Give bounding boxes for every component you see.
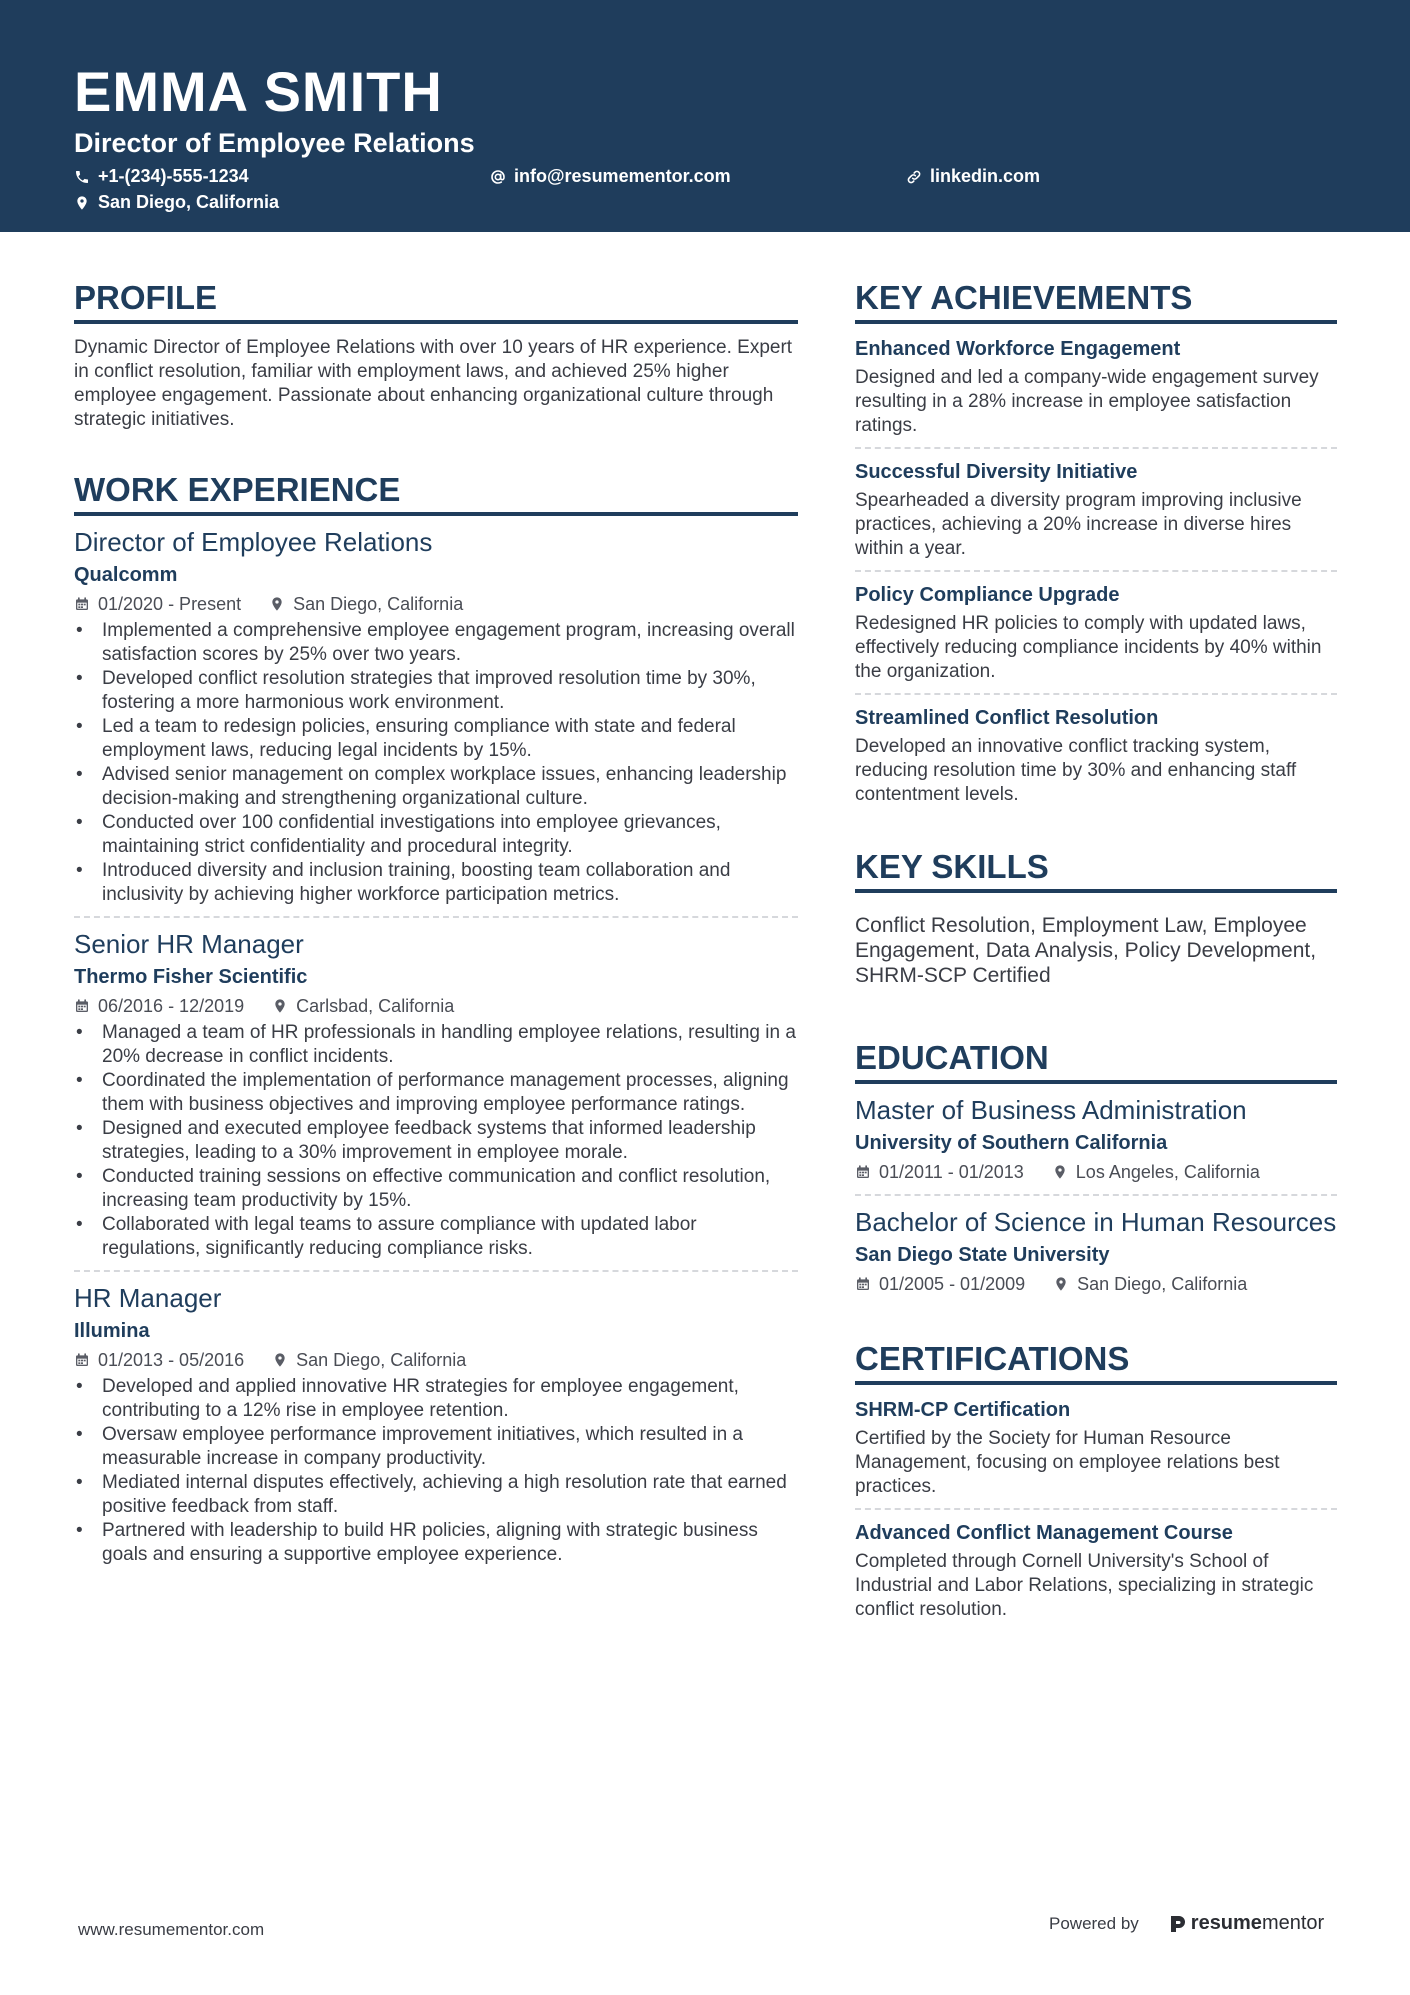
- achievement-text: Designed and led a company-wide engagement survey resulting in a 28% increase in employee satisfaction ratings.: [855, 367, 1319, 436]
- powered-by-text: Powered by: [1049, 1913, 1139, 1933]
- certification-text: Certified by the Society for Human Resource Management, focusing on employee relations best practices.: [855, 1428, 1280, 1497]
- job-dates-text: 06/2016 - 12/2019: [98, 996, 245, 1016]
- job-bullets: [74, 619, 798, 907]
- calendar-icon: [74, 596, 90, 612]
- education-location: [1052, 1159, 1260, 1185]
- job-bullet: • Collaborated with legal teams to assure compliance with updated labor regulations, significantly reducing compliance risks.: [74, 1213, 798, 1261]
- job-location-text: San Diego, California: [296, 1350, 467, 1370]
- job-location-text: San Diego, California: [293, 594, 464, 614]
- education-location-text: San Diego, California: [1077, 1274, 1248, 1294]
- achievement-text: Redesigned HR policies to comply with updated laws, effectively reducing compliance incidents by 40% within the organization.: [855, 613, 1322, 682]
- education-dates-text: 01/2005 - 01/2009: [879, 1274, 1026, 1294]
- education-dates: [855, 1271, 1025, 1297]
- job-dates: [74, 993, 244, 1019]
- contact-location: [74, 192, 279, 213]
- profile-section: [74, 278, 798, 432]
- job-bullet: • Developed conflict resolution strategies that improved resolution time by 30%, fostering a more harmonious work environment.: [74, 667, 798, 715]
- contact-email[interactable]: [490, 166, 731, 187]
- footer-branding: [1049, 1912, 1324, 1935]
- left-column: [74, 278, 798, 1605]
- phone-icon: [74, 169, 90, 185]
- education-meta: [855, 1271, 1337, 1297]
- key-skills-heading: KEY SKILLS: [855, 847, 1337, 893]
- certification-title: Advanced Conflict Management Course: [855, 1522, 1233, 1544]
- education-location: [1053, 1271, 1247, 1297]
- job-entry: [74, 1282, 798, 1567]
- footer-website[interactable]: www.resumementor.com: [78, 1920, 265, 1939]
- job-location: [272, 1347, 466, 1373]
- achievement-divider: [855, 570, 1337, 572]
- job-meta: [74, 591, 798, 617]
- achievement-item: [855, 582, 1337, 684]
- achievement-item: [855, 705, 1337, 807]
- brand-name-bold: resume: [1190, 1912, 1262, 1934]
- education-divider: [855, 1194, 1337, 1196]
- education-section: [855, 1038, 1337, 1297]
- education-dates: [855, 1159, 1024, 1185]
- skills-text: Conflict Resolution, Employment Law, Employee Engagement, Data Analysis, Policy Development, SHRM-SCP Certified: [855, 914, 1317, 987]
- education-school: University of Southern California: [855, 1132, 1168, 1154]
- education-dates-text: 01/2011 - 01/2013: [879, 1162, 1024, 1182]
- job-bullet: • Led a team to redesign policies, ensuring compliance with state and federal employment laws, reducing legal incidents by 15%.: [74, 715, 798, 763]
- job-meta: [74, 993, 798, 1019]
- email-text: info@resumementor.com: [514, 166, 731, 186]
- job-dates: [74, 1347, 244, 1373]
- job-bullet: • Mediated internal disputes effectively, achieving a high resolution rate that earned positive feedback from staff.: [74, 1471, 798, 1519]
- achievement-title: Streamlined Conflict Resolution: [855, 707, 1159, 729]
- job-entry: [74, 526, 798, 907]
- key-achievements-heading: KEY ACHIEVEMENTS: [855, 278, 1337, 324]
- job-divider: [74, 1270, 798, 1272]
- certifications-heading: CERTIFICATIONS: [855, 1339, 1337, 1385]
- certifications-section: [855, 1339, 1337, 1622]
- calendar-icon: [855, 1276, 871, 1292]
- job-meta: [74, 1347, 798, 1373]
- job-bullet: • Oversaw employee performance improvement initiatives, which resulted in a measurable increase in company productivity.: [74, 1423, 798, 1471]
- education-heading: EDUCATION: [855, 1038, 1337, 1084]
- contact-info: [74, 166, 1410, 220]
- achievement-title: Successful Diversity Initiative: [855, 461, 1138, 483]
- certification-title: SHRM-CP Certification: [855, 1399, 1071, 1421]
- location-text: San Diego, California: [98, 192, 280, 212]
- achievement-divider: [855, 447, 1337, 449]
- resumementor-logo-icon: [1169, 1914, 1187, 1934]
- at-icon: [490, 169, 506, 185]
- job-company: Thermo Fisher Scientific: [74, 966, 308, 988]
- achievement-text: Spearheaded a diversity program improving inclusive practices, achieving a 20% increase in diverse hires within a year.: [855, 490, 1302, 559]
- brand-name-light: mentor: [1261, 1912, 1325, 1934]
- job-bullet: • Managed a team of HR professionals in handling employee relations, resulting in a 20% decrease in conflict incidents.: [74, 1021, 798, 1069]
- linkedin-text: linkedin.com: [930, 166, 1041, 186]
- achievement-title: Enhanced Workforce Engagement: [855, 338, 1181, 360]
- education-school: San Diego State University: [855, 1244, 1110, 1266]
- job-bullet: • Conducted training sessions on effective communication and conflict resolution, increasing team productivity by 15%.: [74, 1165, 798, 1213]
- certification-text: Completed through Cornell University's School of Industrial and Labor Relations, specializing in strategic conflict resolution.: [855, 1551, 1314, 1620]
- job-company: Illumina: [74, 1320, 150, 1342]
- job-company: Qualcomm: [74, 564, 178, 586]
- resume-header: [0, 0, 1410, 232]
- job-bullet: • Designed and executed employee feedback systems that informed leadership strategies, leading to a 30% improvement in employee morale.: [74, 1117, 798, 1165]
- job-bullet: • Coordinated the implementation of performance management processes, aligning them with business objectives and improving employee performance ratings.: [74, 1069, 798, 1117]
- key-skills-section: [855, 847, 1337, 988]
- job-title: Senior HR Manager: [74, 929, 304, 959]
- link-icon: [906, 169, 922, 185]
- location-pin-icon: [1053, 1276, 1069, 1292]
- calendar-icon: [74, 1352, 90, 1368]
- job-bullet: • Implemented a comprehensive employee engagement program, increasing overall satisfaction scores by 25% over two years.: [74, 619, 798, 667]
- location-pin-icon: [272, 1352, 288, 1368]
- contact-linkedin[interactable]: [906, 166, 1040, 187]
- job-bullet: • Conducted over 100 confidential investigations into employee grievances, maintaining strict confidentiality and procedural integrity.: [74, 811, 798, 859]
- phone-text: +1-(234)-555-1234: [98, 166, 249, 186]
- education-item: [855, 1094, 1337, 1185]
- job-divider: [74, 916, 798, 918]
- education-meta: [855, 1159, 1337, 1185]
- achievement-text: Developed an innovative conflict tracking system, reducing resolution time by 30% and enhancing staff contentment levels.: [855, 736, 1297, 805]
- profile-text: Dynamic Director of Employee Relations with over 10 years of HR experience. Expert in conflict resolution, familiar with employment laws, and achieved 25% higher employee engagement. Passionate about enhancing organizational culture through strategic initiatives.: [74, 337, 793, 430]
- job-bullets: [74, 1021, 798, 1261]
- candidate-name: EMMA SMITH: [74, 60, 443, 123]
- education-item: [855, 1206, 1337, 1297]
- location-pin-icon: [272, 998, 288, 1014]
- job-bullet: • Developed and applied innovative HR strategies for employee engagement, contributing to a 12% rise in employee retention.: [74, 1375, 798, 1423]
- location-pin-icon: [269, 596, 285, 612]
- resumementor-logo[interactable]: [1169, 1912, 1324, 1935]
- job-dates: [74, 591, 241, 617]
- job-dates-text: 01/2013 - 05/2016: [98, 1350, 245, 1370]
- job-bullet: • Introduced diversity and inclusion training, boosting team collaboration and inclusivity by achieving higher workforce participation metrics.: [74, 859, 798, 907]
- job-bullet: • Partnered with leadership to build HR policies, aligning with strategic business goals and ensuring a supportive employee experience.: [74, 1519, 798, 1567]
- location-pin-icon: [74, 195, 90, 211]
- education-location-text: Los Angeles, California: [1075, 1162, 1260, 1182]
- job-location: [272, 993, 454, 1019]
- job-dates-text: 01/2020 - Present: [98, 594, 242, 614]
- job-location: [269, 591, 463, 617]
- achievement-divider: [855, 693, 1337, 695]
- achievement-item: [855, 459, 1337, 561]
- calendar-icon: [74, 998, 90, 1014]
- certification-item: [855, 1397, 1337, 1499]
- certification-item: [855, 1520, 1337, 1622]
- achievement-title: Policy Compliance Upgrade: [855, 584, 1120, 606]
- job-entry: [74, 928, 798, 1261]
- education-degree: Master of Business Administration: [855, 1095, 1247, 1125]
- work-experience-section: [74, 470, 798, 1567]
- profile-heading: PROFILE: [74, 278, 798, 324]
- contact-phone: [74, 166, 249, 187]
- calendar-icon: [855, 1164, 871, 1180]
- location-pin-icon: [1052, 1164, 1068, 1180]
- candidate-title: Director of Employee Relations: [74, 128, 475, 158]
- job-bullet: • Advised senior management on complex workplace issues, enhancing leadership decision-making and strengthening organizational culture.: [74, 763, 798, 811]
- certification-divider: [855, 1508, 1337, 1510]
- job-bullets: [74, 1375, 798, 1567]
- education-degree: Bachelor of Science in Human Resources: [855, 1207, 1337, 1237]
- job-location-text: Carlsbad, California: [296, 996, 455, 1016]
- achievement-item: [855, 336, 1337, 438]
- job-title: HR Manager: [74, 1283, 222, 1313]
- key-achievements-section: [855, 278, 1337, 807]
- right-column: [855, 278, 1337, 1660]
- work-experience-heading: WORK EXPERIENCE: [74, 470, 798, 516]
- job-title: Director of Employee Relations: [74, 527, 433, 557]
